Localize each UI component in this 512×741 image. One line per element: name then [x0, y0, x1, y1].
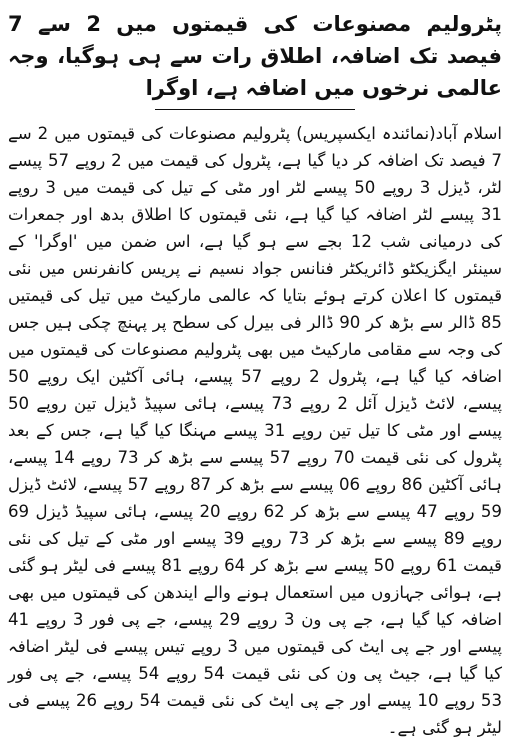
headline-divider: [155, 109, 355, 110]
article-body: اسلام آباد(نمائندہ ایکسپریس) پٹرولیم مصنوعات کی قیمتوں میں 2 سے 7 فیصد تک اضافہ کر دیا گیا ہے، پٹرول کی قیمت میں 2 روپے 57 پیسے لٹر، ڈیزل 3 روپے 50 پیسے لٹر اور مٹی کے تیل کی قیمت میں 3 روپے 31 پیسے لٹر اضافہ کیا گیا ہے، نئی قیمتوں کا اطلاق بدھ اور جمعرات کی درمیانی شب 12 بجے سے ہو گیا ہے، اس ضمن میں 'اوگرا' کے سینئر ایگزیکٹو ڈائریکٹر فنانس جواد نسیم نے پریس کانفرنس میں نئی قیمتوں کا اعلان کرتے ہوئے بتایا کہ عالمی مارکیٹ میں تیل کی قیمتیں 85 ڈالر سے بڑھ کر 90 ڈالر فی بیرل کی سطح پر پہنچ چکی ہیں جس کی وجہ سے مقامی مارکیٹ میں بھی پٹرولیم مصنوعات کی قیمتوں میں اضافہ کیا گیا ہے، پٹرول 2 روپے 57 پیسے، ہائی آکٹین ایک روپے 50 پیسے، لائٹ ڈیزل آئل 2 روپے 73 پیسے، ہائی سپیڈ ڈیزل تین روپے 50 پیسے اور مٹی کا تیل تین روپے 31 پیسے مہنگا کیا گیا ہے، جس کے بعد پٹرول کی نئی قیمت 70 روپے 57 پیسے سے بڑھ کر 73 روپے 14 پیسے، ہائی آکٹین 86 روپے 06 پیسے سے بڑھ کر 87 روپے 57 پیسے، لائٹ ڈیزل 59 روپے 47 پیسے سے بڑھ کر 62 روپے 20 پیسے، ہائی سپیڈ ڈیزل 69 روپے 89 پیسے سے بڑھ کر 73 روپے 39 پیسے اور مٹی کے تیل کی نئی قیمت 61 روپے 50 پیسے سے بڑھ کر 64 روپے 81 پیسے فی لیٹر ہو گئی ہے، ہوائی جہازوں میں استعمال ہونے والے ایندھن کی قیمتوں میں بھی اضافہ کیا گیا ہے، جے پی ون 3 روپے 29 پیسے، جے پی فور 3 روپے 41 پیسے اور جے پی ایٹ کی قیمتوں میں 3 روپے تیس پیسے فی لیٹر اضافہ کیا گیا ہے، جیٹ پی ون کی نئی قیمت 54 روپے 54 پیسے، جے پی فور 53 روپے 10 پیسے اور جے پی ایٹ کی نئی قیمت 54 روپے 26 پیسے فی لیٹر ہو گئی ہے۔: [8, 124, 503, 737]
article-headline: پٹرولیم مصنوعات کی قیمتوں میں 2 سے 7 فیصد تک اضافہ، اطلاق رات سے ہی ہوگیا، وجہ عالمی نرخوں میں اضافہ ہے، اوگرا: [8, 12, 502, 100]
